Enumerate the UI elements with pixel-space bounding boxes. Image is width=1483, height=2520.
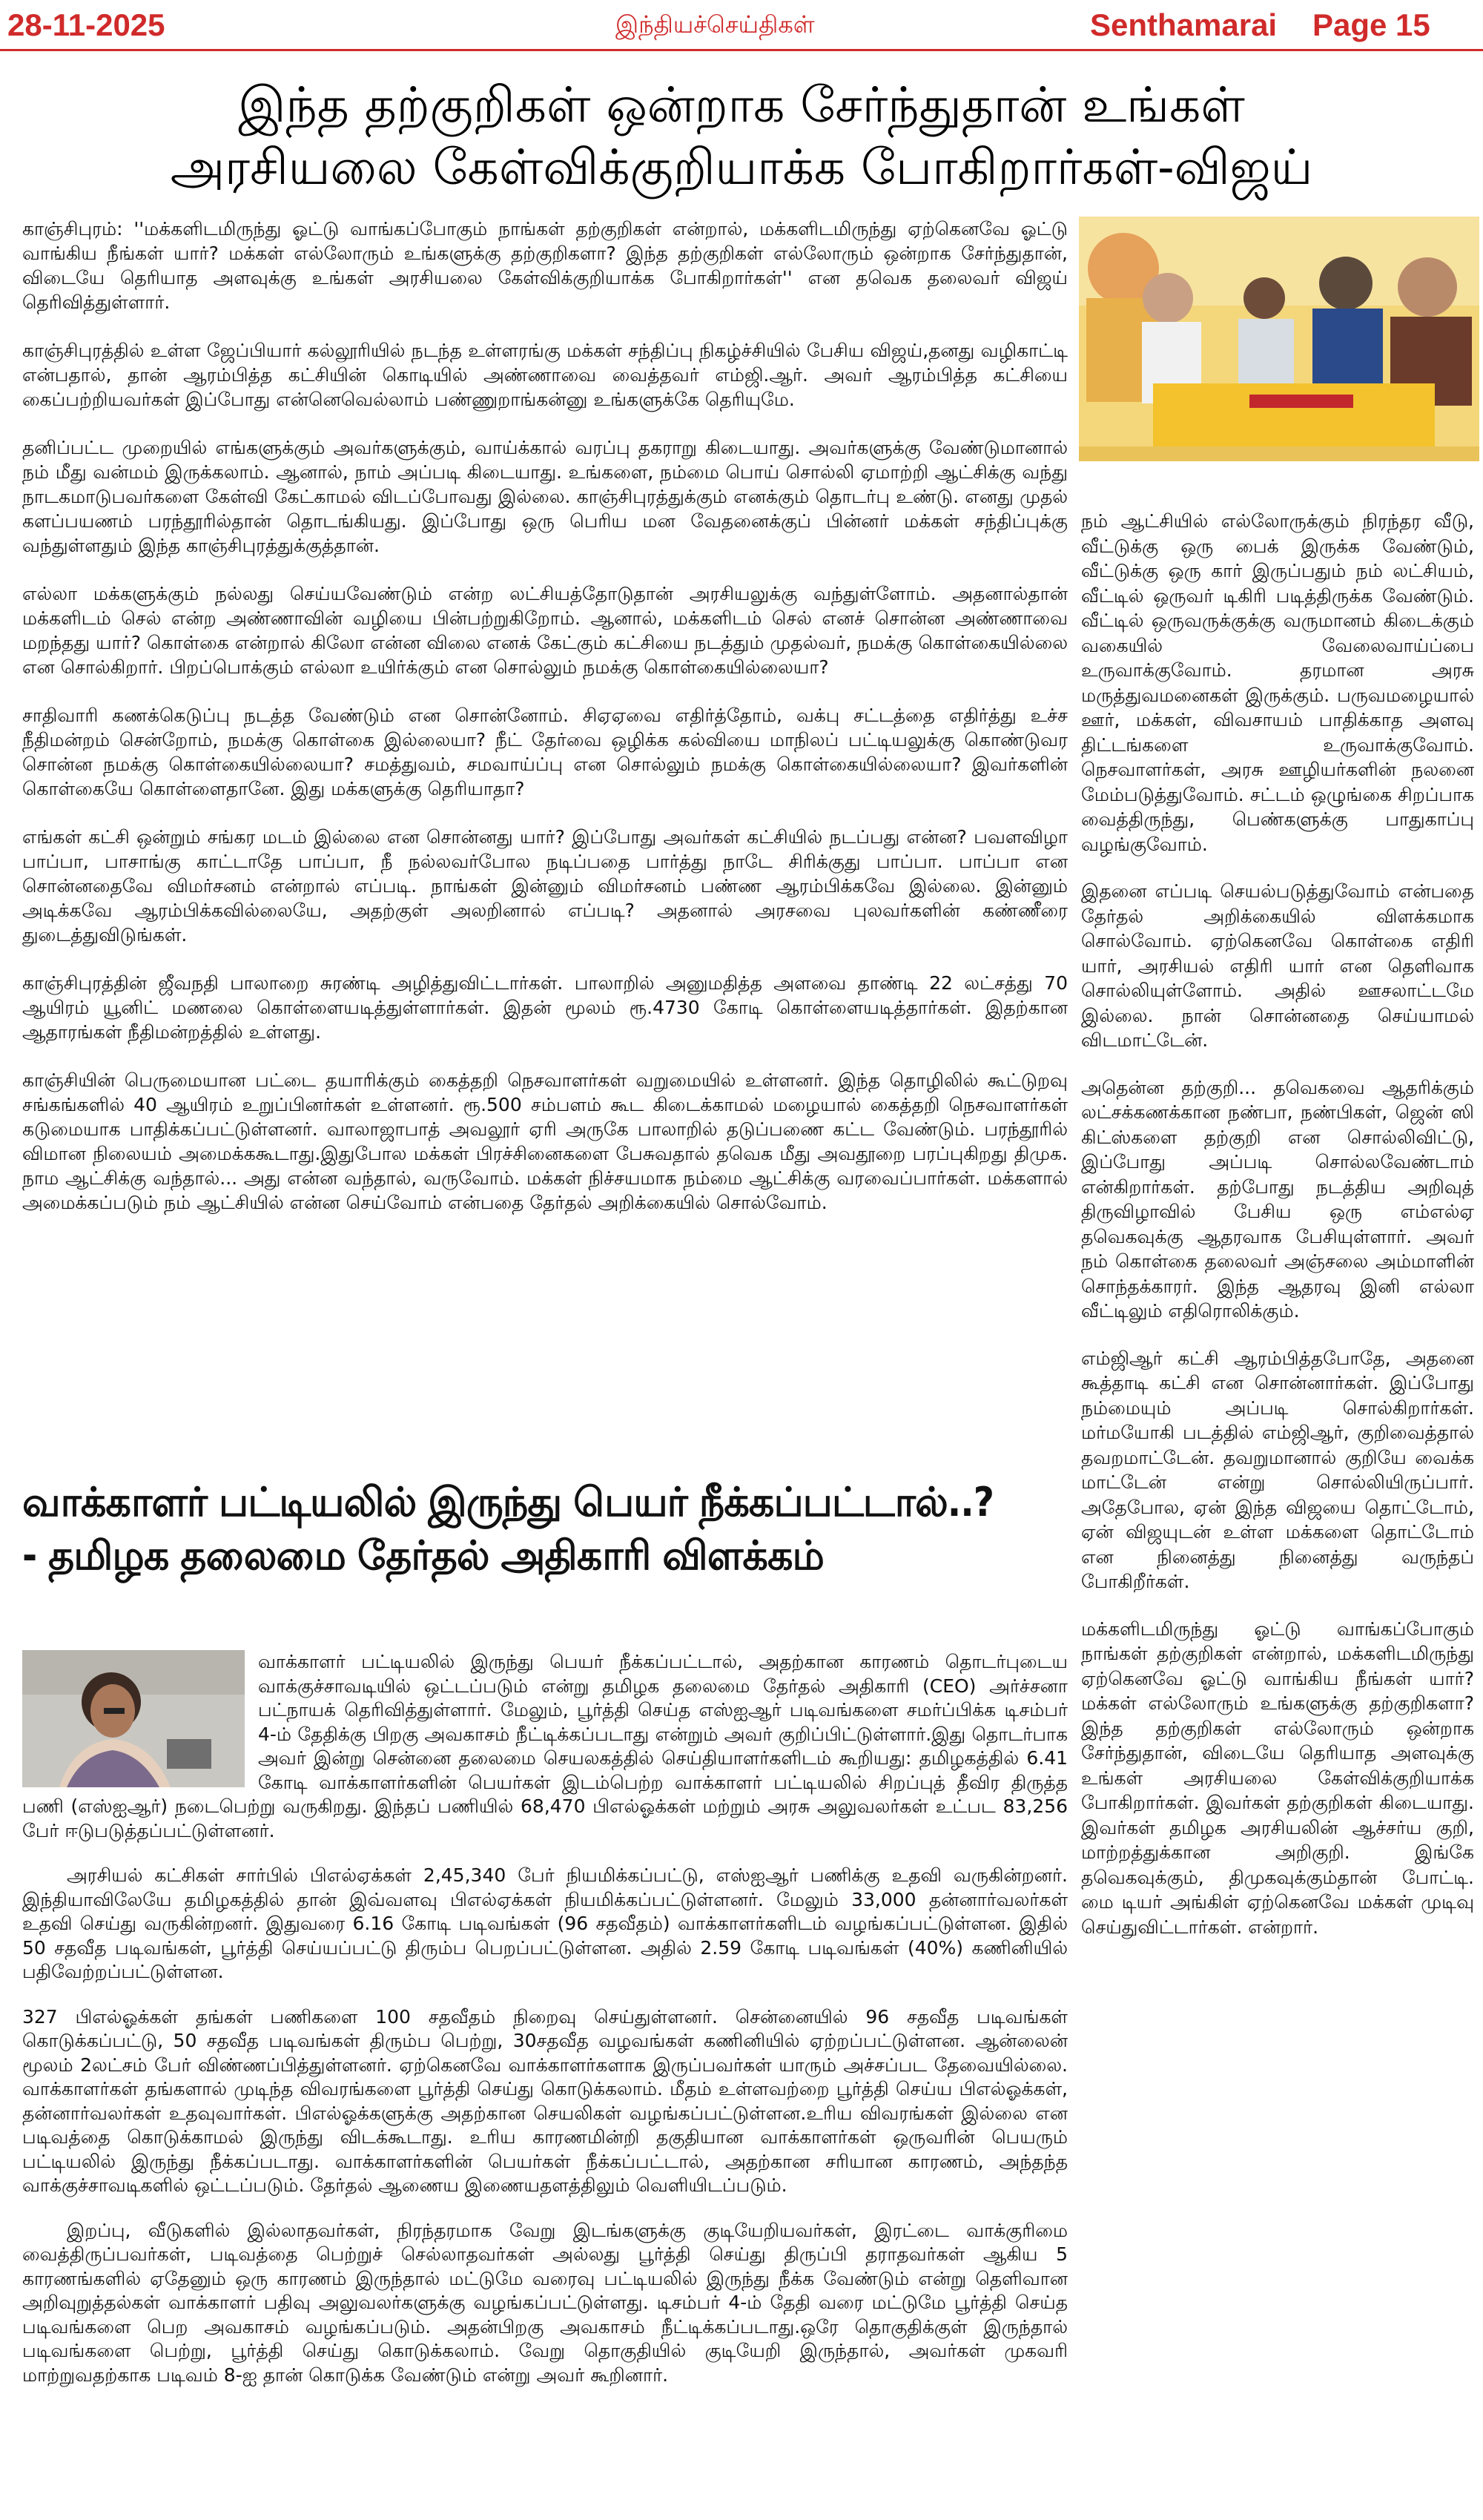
issue-date: 28-11-2025 — [7, 7, 165, 42]
newspaper-name: Senthamarai — [1090, 7, 1278, 42]
secondary-headline — [22, 1476, 1068, 1583]
story-vijay-paragraph: சாதிவாரி கணக்கெடுப்பு நடத்த வேண்டும் என சொன்னோம். சிஏஏவை எதிர்த்தோம், வக்பு சட்டத்தை எதிர்த்து உச்ச நீதிமன்றம் சென்றோம், நமக்கு கொள்கை இல்லையா? நீட் தேர்வை ஒழிக்க கல்வியை மாநிலப் பட்டியலுக்கு கொண்டுவர சொன்ன நமக்கு கொள்கையில்லையா? சமத்துவம், சமவாய்ப்பு என சொல்லும் நமக்கு கொள்கையில்லையா? இவர்களின் கொள்கையே கொள்ளைதானே. இது மக்களுக்கு தெரியாதா? — [22, 705, 1068, 799]
story-election-paragraph: இறப்பு, வீடுகளில் இல்லாதவர்கள், நிரந்தரமாக வேறு இடங்களுக்கு குடியேறியவர்கள், இரட்டை வாக்குரிமை வைத்திருப்பவர்கள், படிவத்தை பெற்றுச் செல்லாதவர்கள் அல்லது பூர்த்தி செய்து திருப்பி தராதவர்கள் ஆகிய 5 காரணங்களில் ஏதேனும் ஒரு காரணம் இருந்தால் மட்டுமே வரைவு பட்டியலில் இருந்து நீக்க வேண்டும் என்று தெளிவான அறிவுறுத்தல்கள் வாக்காளர் பதிவு அலுவலர்களுக்கு வழங்கப்பட்டுள்ளது. டிசம்பர் 4-ம் தேதி வரை மட்டுமே பூர்த்தி செய்த படிவங்களை பெற அவகாசம் வழங்கப்படும். அதன்பிறகு அவகாசம் நீட்டிக்கப்படாது.ஒரே தொகுதிக்குள் இருந்தால் படிவங்களை பெற்று, பூர்த்தி செய்து கொடுக்கலாம். வேறு தொகுதியில் குடியேறி இருந்தால், அவர்கள் முகவரி மாற்றுவதற்காக படிவம் 8-ஐ தான் கொடுக்க வேண்டும் என்று அவர் கூறினார். — [22, 2219, 1068, 2386]
story-vijay-paragraph: எல்லா மக்களுக்கும் நல்லது செய்யவேண்டும் என்ற லட்சியத்தோடுதான் அரசியலுக்கு வந்துள்ளோம். அதனால்தான் மக்களிடம் செல் என்ற அண்ணாவின் வழியை பின்பற்றுகிறோம். ஆனால், மக்களிடம் செல் எனச் சொன்ன அண்ணாவை மறந்தது யார்? கொள்கை என்றால் கிலோ என்ன விலை எனக் கேட்கும் கட்சியை நடத்தும் முதல்வர், நமக்கு கொள்கையில்லை என சொல்கிறார். பிறப்பொக்கும் எல்லா உயிர்க்கும் என சொல்லும் நமக்கு கொள்கையில்லையா? — [22, 583, 1068, 678]
photo-wrap-space — [22, 1650, 258, 1791]
story-vijay-sidebar — [1081, 509, 1474, 1962]
story-vijay-paragraph: தனிப்பட்ட முறையில் எங்களுக்கும் அவர்களுக்கும், வாய்க்கால் வரப்பு தகராறு கிடையாது. அவர்களுக்கு வேண்டுமானால் நம் மீது வன்மம் இருக்கலாம். ஆனால், நாம் அப்படி கிடையாது. உங்களை, நம்மை பொய் சொல்லி ஏமாற்றி ஆட்சிக்கு வந்து நாடகமாடுபவர்களை கேள்வி கேட்காமல் விடப்போவது இல்லை. காஞ்சிபுரத்துக்கும் எனக்கும் தொடர்பு உண்டு. எனது முதல் களப்பயணம் பரந்தூரில்தான் தொடங்கியது. இப்போது ஒரு பெரிய மன வேதனைக்குப் பின்னர் மக்கள் சந்திப்புக்கு வந்துள்ளதும் இந்த காஞ்சிபுரத்துக்குத்தான். — [22, 437, 1068, 556]
vijay-speech-photo-image — [1079, 217, 1479, 461]
sidebar-paragraph: நம் ஆட்சியில் எல்லோருக்கும் நிரந்தர வீடு, வீட்டுக்கு ஒரு பைக் இருக்க வேண்டும், வீட்டுக்கு ஒரு கார் இருப்பதும் நம் லட்சியம், வீட்டில் ஒருவர் டிகிரி படித்திருக்க வேண்டும். வீட்டில் ஒருவருக்குக்கு வருமானம் கிடைக்கும் வகையில் வேலைவாய்ப்பை உருவாக்குவோம். தரமான அரசு மருத்துவமனைகள் இருக்கும். பருவமழையால் ஊர், மக்கள், விவசாயம் பாதிக்காத அளவு திட்டங்களை உருவாக்குவோம். நெசவாளர்கள், அரசு ஊழியர்களின் நலனை மேம்படுத்துவோம். சட்டம் ஒழுங்கை சிறப்பாக வைத்திருந்து, பெண்களுக்கு பாதுகாப்பு வழங்குவோம். — [1081, 510, 1474, 855]
sidebar-paragraph: மக்களிடமிருந்து ஓட்டு வாங்கப்போகும் நாங்கள் தற்குறிகள் என்றால், மக்களிடமிருந்து ஏற்கெனவே ஓட்டு வாங்கிய நீங்கள் யார்? மக்கள் எல்லோரும் உங்களுக்கு தற்குறிகளா? இந்த தற்குறிகள் எல்லோரும் ஒன்றாக சேர்ந்துதான், விடையே தெரியாத அளவுக்கு உங்கள் அரசியலை கேள்விக்குறியாக்க போகிறார்கள். இவர்கள் தற்குறிகள் கிடையாது. இவர்கள் தமிழக அரசியலின் ஆச்சர்ய குறி, மாற்றத்துக்கான அறிகுறி. இங்கே தவெகவுக்கும், திமுகவுக்கும்தான் போட்டி. மை டியர் அங்கிள் ஏற்கெனவே மக்கள் முடிவு செய்துவிட்டார்கள். என்றார். — [1081, 1617, 1474, 1938]
main-headline-line-2: அரசியலை கேள்விக்குறியாக்க போகிறார்கள்-விஜய் — [170, 139, 1313, 196]
main-headline — [22, 74, 1461, 199]
page-number: Page 15 — [1312, 7, 1430, 42]
secondary-headline-line-2: - தமிழக தலைமை தேர்தல் அதிகாரி விளக்கம் — [22, 1532, 824, 1579]
story-vijay-body — [22, 217, 1068, 1238]
sidebar-paragraph: அதென்ன தற்குறி... தவெகவை ஆதரிக்கும் லட்சக்கணக்கான நண்பா, நண்பிகள், ஜென் ஸி கிட்ஸ்களை தற்குறி என சொல்லிவிட்டு, இப்போது அப்படி சொல்லவேண்டாம் என்கிறார்கள். தற்போது நடத்திய அறிவுத் திருவிழாவில் பேசிய ஒரு எம்எல்ஏ தவெகவுக்கு ஆதரவாக பேசியுள்ளார். அவர் நம் கொள்கை தலைவர் அஞ்சலை அம்மாளின் சொந்தக்காரர். இந்த ஆதரவு இனி எல்லா வீட்டிலும் எதிரொலிக்கும். — [1081, 1076, 1474, 1322]
sidebar-paragraph: எம்ஜிஆர் கட்சி ஆரம்பித்தபோதே, அதனை கூத்தாடி கட்சி என சொன்னார்கள். இப்போது நம்மையும் அப்படி சொல்கிறார்கள். மர்மயோகி படத்தில் எம்ஜிஆர், குறிவைத்தால் தவறமாட்டேன். தவறுமானால் குறியே வைக்க மாட்டேன் என்று சொல்லியிருப்பார். அதேபோல, ஏன் இந்த விஜயை தொட்டோம், ஏன் விஜயுடன் உள்ள மக்களை தொட்டோம் என நினைத்து நினைத்து வருந்தப் போகிறீர்கள். — [1081, 1347, 1474, 1592]
main-headline-line-1: இந்த தற்குறிகள் ஒன்றாக சேர்ந்துதான் உங்கள் — [238, 76, 1245, 133]
sidebar-paragraph: இதனை எப்படி செயல்படுத்துவோம் என்பதை தேர்தல் அறிக்கையில் விளக்கமாக சொல்வோம். ஏற்கெனவே கொள்கை எதிரி யார், அரசியல் எதிரி யார் என தெளிவாக சொல்லியுள்ளோம். அதில் ஊசலாட்டமே இல்லை. நான் சொன்னதை செய்யாமல் விடமாட்டேன். — [1081, 880, 1474, 1051]
story-vijay-paragraph: காஞ்சியின் பெருமையான பட்டை தயாரிக்கும் கைத்தறி நெசவாளர்கள் வறுமையில் உள்ளனர். இந்த தொழிலில் கூட்டுறவு சங்கங்களில் 40 ஆயிரம் உறுப்பினர்கள் உள்ளனர். ரூ.500 சம்பளம் கூட கிடைக்காமல் மழையால் கைத்தறி நெசவாளர்கள் கடுமையாக பாதிக்கப்பட்டுள்ளனர். வாலாஜாபாத் அவலூர் ஏரி அருகே பாலாறில் தடுப்பணை கட்ட வேண்டும். பரந்தூரில் விமான நிலையம் அமைக்ககூடாது.இதுபோல மக்கள் பிரச்சினைகளை பேசுவதால் தவெக மீது அவதூறை பரப்புகிறது திமுக. நாம ஆட்சிக்கு வந்தால்... அது என்ன வந்தால், வருவோம். மக்கள் நிச்சயமாக நம்மை ஆட்சிக்கு வரவைப்பார்கள். மக்களால் அமைக்கப்படும் நம் ஆட்சியில் என்ன செய்வோம் என்பதை தேர்தல் அறிக்கையில் சொல்வோம். — [22, 1069, 1068, 1213]
secondary-headline-line-1: வாக்காளர் பட்டியலில் இருந்து பெயர் நீக்கப்பட்டால்..? — [22, 1479, 994, 1525]
story-vijay-paragraph: காஞ்சிபுரத்தில் உள்ள ஜேப்பியார் கல்லூரியில் நடந்த உள்ளரங்கு மக்கள் சந்திப்பு நிகழ்ச்சியில் பேசிய விஜய்,தனது வழிகாட்டி என்பதால், தான் ஆரம்பித்த கட்சியின் கொடியில் அண்ணாவை வைத்தவர் எம்ஜி.ஆர். அவர் ஆரம்பித்த கட்சியை கைப்பற்றியவர்கள் இப்போது என்னெவெல்லாம் பண்ணுறாங்கன்னு உங்களுக்கே தெரியுமே. — [22, 340, 1068, 410]
page-header — [0, 0, 1483, 50]
vijay-speech-photo — [1079, 217, 1479, 461]
story-election-paragraph: 327 பிஎல்ஓக்கள் தங்கள் பணிகளை 100 சதவீதம் நிறைவு செய்துள்ளனர். சென்னையில் 96 சதவீத படிவங்கள் கொடுக்கப்பட்டு, 50 சதவீத படிவங்கள் திரும்ப பெற்று, 30சதவீத வழவங்கள் கணினியில் ஏற்றப்பட்டுள்ளன. ஆன்லைன் மூலம் 2லட்சம் பேர் விண்ணப்பித்துள்ளனர். ஏற்கெனவே வாக்காளர்களாக இருப்பவர்கள் யாரும் அச்சப்பட தேவையில்லை. வாக்காளர்கள் தங்களால் முடிந்த விவரங்களை பூர்த்தி செய்து கொடுக்கலாம். மீதம் உள்ளவற்றை பூர்த்தி செய்ய பிஎல்ஓக்கள், தன்னார்வலர்கள் உதவுவார்கள். பிஎல்ஓக்களுக்கு அதற்கான செயலிகள் வழங்கப்பட்டுள்ளன.உரிய விவரங்கள் இல்லை என படிவத்தை கொடுக்காமல் இருந்து விடக்கூடாது. உரிய காரணமின்றி தகுதியான வாக்காளர்கள் ஒருவரின் பெயரும் பட்டியலில் இருந்து நீக்கப்படாது. வாக்காளர்களின் பெயர்கள் நீக்கப்பட்டால், அதற்கான சரியான காரணம், அந்தந்த வாக்குச்சாவடிகளில் ஒட்டப்படும். தேர்தல் ஆணைய இணையதளத்திலும் வெளியிடப்படும். — [22, 2005, 1068, 2196]
header-divider — [0, 49, 1483, 51]
story-vijay-paragraph: எங்கள் கட்சி ஒன்றும் சங்கர மடம் இல்லை என சொன்னது யார்? இப்போது அவர்கள் கட்சியில் நடப்பது என்ன? பவளவிழா பாப்பா, பாசாங்கு காட்டாதே பாப்பா, நீ நல்லவர்போல நடிப்பதை பார்த்து நாடே சிரிக்குது பாப்பா. பாப்பா என சொன்னதைவே விமர்சனம் என்றால் எப்படி. நாங்கள் இன்னும் விமர்சனம் பண்ண ஆரம்பிக்கவே இல்லை. இன்னும் அடிக்கவே ஆரம்பிக்கவில்லையே, அதற்குள் அலறினால் எப்படி? அதனால் அரசவை புலவர்களின் கண்ணீரை துடைத்துவிடுங்கள். — [22, 826, 1068, 946]
story-election-paragraph: அரசியல் கட்சிகள் சார்பில் பிஎல்ஏக்கள் 2,45,340 பேர் நியமிக்கப்பட்டு, எஸ்ஐஆர் பணிக்கு உதவி வருகின்றனர். இந்தியாவிலேயே தமிழகத்தில் தான் இவ்வளவு பிஎல்ஏக்கள் நியமிக்கப்பட்டுள்ளனர். மேலும் 33,000 தன்னார்வலர்கள் உதவி செய்து வருகின்றனர். இதுவரை 6.16 கோடி படிவங்கள் (96 சதவீதம்) வாக்காளர்களிடம் வழங்கப்பட்டுள்ளன. இதில் 50 சதவீத படிவங்கள், பூர்த்தி செய்யப்பட்டு திரும்ப பெறப்பட்டுள்ளன. அதில் 2.59 கோடி படிவங்கள் (40%) கணினியில் பதிவேற்றப்பட்டுள்ளன. — [22, 1864, 1068, 1982]
story-vijay-paragraph: காஞ்சிபுரம்: ''மக்களிடமிருந்து ஓட்டு வாங்கப்போகும் நாங்கள் தற்குறிகள் என்றால், மக்களிடமிருந்து ஏற்கெனவே ஓட்டு வாங்கிய நீங்கள் யார்? மக்கள் எல்லோரும் உங்களுக்கு தற்குறிகளா? இந்த தற்குறிகள் எல்லோரும் ஒன்றாக சேர்ந்துதான், விடையே தெரியாத அளவுக்கு உங்கள் அரசியலை கேள்விக்குறியாக்க போகிறார்கள்'' என தவெக தலைவர் விஜய் தெரிவித்துள்ளார். — [22, 218, 1068, 313]
story-election-body — [22, 1650, 1068, 2408]
story-election-paragraph: வாக்காளர் பட்டியலில் இருந்து பெயர் நீக்கப்பட்டால், அதற்கான காரணம் தொடர்புடைய வாக்குச்சாவடியில் ஒட்டப்படும் என்று தமிழக தலைமை தேர்தல் அதிகாரி (CEO) அர்ச்சனா பட்நாயக் தெரிவித்துள்ளார். மேலும், பூர்த்தி செய்த எஸ்ஐஆர் படிவங்களை சமர்ப்பிக்க டிசம்பர் 4-ம் தேதிக்கு பிறகு அவகாசம் நீட்டிக்கப்படாது என்றும் அவர் குறிப்பிட்டுள்ளார்.இது தொடர்பாக அவர் இன்று சென்னை தலைமை செயலகத்தில் செய்தியாளர்களிடம் கூறியது: தமிழகத்தில் 6.41 கோடி வாக்காளர்களின் பெயர்கள் இடம்பெற்ற வாக்காளர் பட்டியலில் சிறப்புத் தீவிர திருத்த பணி (எஸ்ஐஆர்) நடைபெற்று வருகிறது. இந்தப் பணியில் 68,470 பிஎல்ஓக்கள் மற்றும் அரசு அலுவலர்கள் உட்பட 83,256 பேர் ஈடுபடுத்தப்பட்டுள்ளனர். — [22, 1651, 1068, 1841]
story-vijay-paragraph: காஞ்சிபுரத்தின் ஜீவநதி பாலாறை சுரண்டி அழித்துவிட்டார்கள். பாலாறில் அனுமதித்த அளவை தாண்டி 22 லட்சத்து 70 ஆயிரம் யூனிட் மணலை கொள்ளையடித்துள்ளார்கள். இதன் மூலம் ரூ.4730 கோடி கொள்ளையடித்தார்கள். இதற்கான ஆதாரங்கள் நீதிமன்றத்தில் உள்ளது. — [22, 972, 1068, 1043]
section-title: இந்தியச்செய்திகள் — [615, 10, 815, 39]
